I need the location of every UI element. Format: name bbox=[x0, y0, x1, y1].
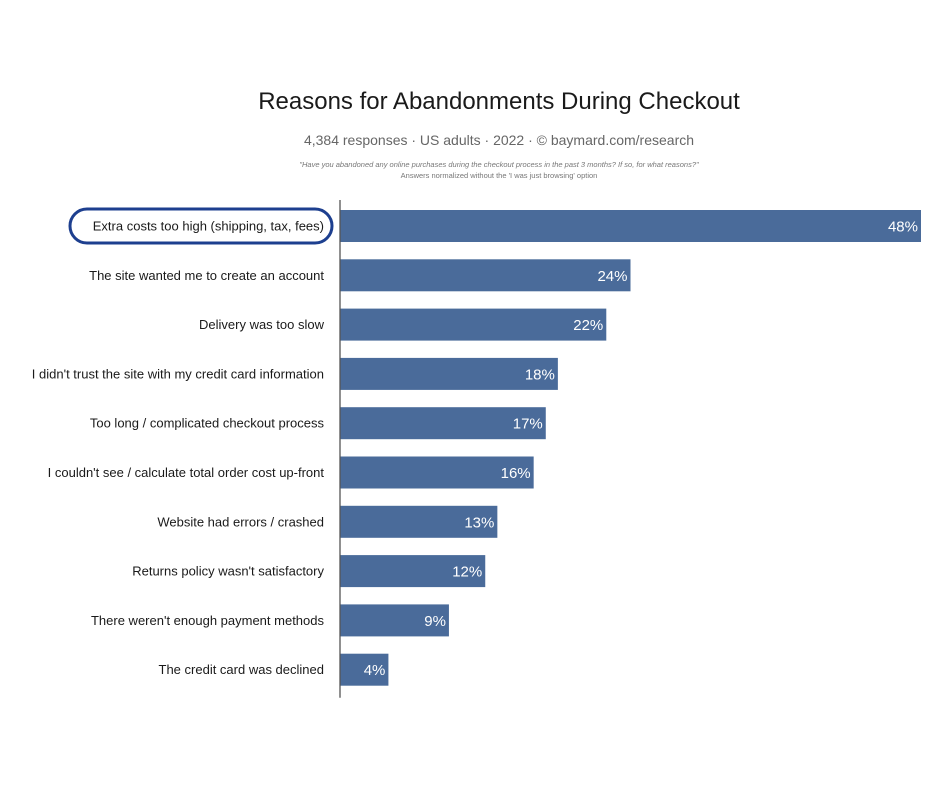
category-label-9: There weren't enough payment methods bbox=[90, 612, 324, 628]
chart-subtitle: 4,384 responses · US adults · 2022 · © baymard.com/research bbox=[303, 132, 695, 148]
category-label-8: Returns policy wasn't satisfactory bbox=[132, 563, 324, 579]
bar-1 bbox=[340, 210, 921, 242]
category-label-2: The site wanted me to create an account bbox=[89, 267, 324, 283]
value-label-4: 18% bbox=[524, 366, 555, 384]
chart-question-note: "Have you abandoned any online purchases during the checkout process in the past 3 months? If so, for what reasons?" bbox=[299, 160, 699, 169]
category-label-1: Extra costs too high (shipping, tax, fees) bbox=[92, 218, 324, 234]
value-label-7: 13% bbox=[464, 514, 495, 532]
value-label-9: 9% bbox=[424, 612, 446, 630]
value-label-2: 24% bbox=[597, 267, 628, 285]
value-label-1: 48% bbox=[887, 218, 918, 236]
chart-normalization-note: Answers normalized without the 'I was just browsing' option bbox=[400, 171, 598, 180]
value-label-3: 22% bbox=[573, 317, 604, 335]
category-label-10: The credit card was declined bbox=[158, 662, 324, 678]
category-label-4: I didn't trust the site with my credit card information bbox=[31, 366, 324, 382]
category-label-7: Website had errors / crashed bbox=[157, 514, 324, 530]
value-label-10: 4% bbox=[363, 662, 386, 680]
value-label-5: 17% bbox=[512, 415, 543, 433]
category-label-5: Too long / complicated checkout process bbox=[89, 415, 324, 431]
chart-title: Reasons for Abandonments During Checkout bbox=[258, 88, 740, 115]
category-label-6: I couldn't see / calculate total order cost up-front bbox=[47, 465, 324, 480]
value-label-8: 12% bbox=[452, 563, 483, 581]
bar-3 bbox=[340, 309, 606, 341]
bar-2 bbox=[340, 259, 631, 291]
category-label-3: Delivery was too slow bbox=[199, 317, 324, 333]
value-label-6: 16% bbox=[500, 465, 531, 482]
